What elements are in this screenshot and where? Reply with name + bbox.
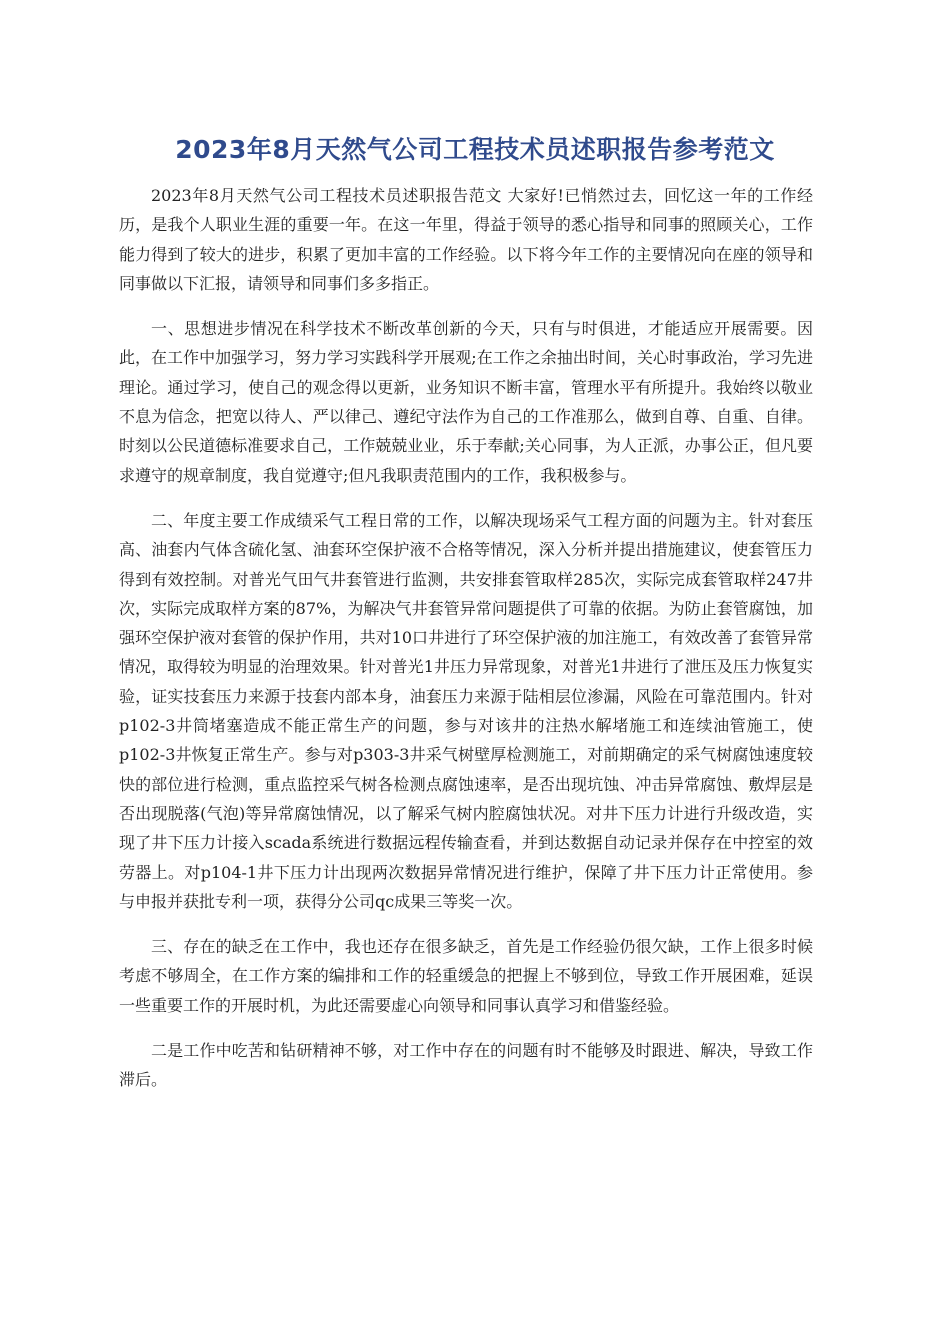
paragraph-ideology: 一、思想进步情况在科学技术不断改革创新的今天，只有与时俱进，才能适应开展需要。因此，在工作中加强学习，努力学习实践科学开展观;在工作之余抽出时间，关心时事政治，学习先进理论。通过学习，使自己的观念得以更新，业务知识不断丰富，管理水平有所提升。我始终以敬业不息为信念，把宽以待人、严以律己、遵纪守法作为自己的工作准那么，做到自尊、自重、自律。时刻以公民道德标准要求自己，工作兢兢业业，乐于奉献;关心同事，为人正派，办事公正，但凡要求遵守的规章制度，我自觉遵守;但凡我职责范围内的工作，我积极参与。 xyxy=(119,319,813,485)
document-body xyxy=(119,181,813,1111)
document-title: 2023年8月天然气公司工程技术员述职报告参考范文 xyxy=(175,135,775,164)
paragraph-intro: 2023年8月天然气公司工程技术员述职报告范文 大家好!已悄然过去，回忆这一年的工作经历，是我个人职业生涯的重要一年。在这一年里，得益于领导的悉心指导和同事的照顾关心，工作能力得到了较大的进步，积累了更加丰富的工作经验。以下将今年工作的主要情况向在座的领导和同事做以下汇报，请领导和同事们多多指正。 xyxy=(119,186,813,293)
paragraph-second-shortcoming: 二是工作中吃苦和钻研精神不够，对工作中存在的问题有时不能够及时跟进、解决，导致工作滞后。 xyxy=(119,1041,813,1090)
paragraph-achievements: 二、年度主要工作成绩采气工程日常的工作，以解决现场采气工程方面的问题为主。针对套压高、油套内气体含硫化氢、油套环空保护液不合格等情况，深入分析并提出措施建议，使套管压力得到有效控制。对普光气田气井套管进行监测，共安排套管取样285次，实际完成套管取样247井次，实际完成取样方案的87%，为解决气井套管异常问题提供了可靠的依据。为防止套管腐蚀，加强环空保护液对套管的保护作用，共对10口井进行了环空保护液的加注施工，有效改善了套管异常情况，取得较为明显的治理效果。针对普光1井压力异常现象，对普光1井进行了泄压及压力恢复实验，证实技套压力来源于技套内部本身，油套压力来源于陆相层位渗漏，风险在可靠范围内。针对p102-3井筒堵塞造成不能正常生产的问题，参与对该井的注热水解堵施工和连续油管施工，使p102-3井恢复正常生产。参与对p303-3井采气树壁厚检测施工，对前期确定的采气树腐蚀速度较快的部位进行检测，重点监控采气树各检测点腐蚀速率，是否出现坑蚀、冲击异常腐蚀、敷焊层是否出现脱落(气泡)等异常腐蚀情况，以了解采气树内腔腐蚀状况。对井下压力计进行升级改造，实现了井下压力计接入scada系统进行数据远程传输查看，并到达数据自动记录并保存在中控室的效劳器上。对p104-1井下压力计出现两次数据异常情况进行维护，保障了井下压力计正常使用。参与申报并获批专利一项，获得分公司qc成果三等奖一次。 xyxy=(119,510,813,911)
paragraph-shortcomings: 三、存在的缺乏在工作中，我也还存在很多缺乏，首先是工作经验仍很欠缺，工作上很多时候考虑不够周全，在工作方案的编排和工作的轻重缓急的把握上不够到位，导致工作开展困难，延误一些重要工作的开展时机，为此还需要虚心向领导和同事认真学习和借鉴经验。 xyxy=(119,937,813,1015)
